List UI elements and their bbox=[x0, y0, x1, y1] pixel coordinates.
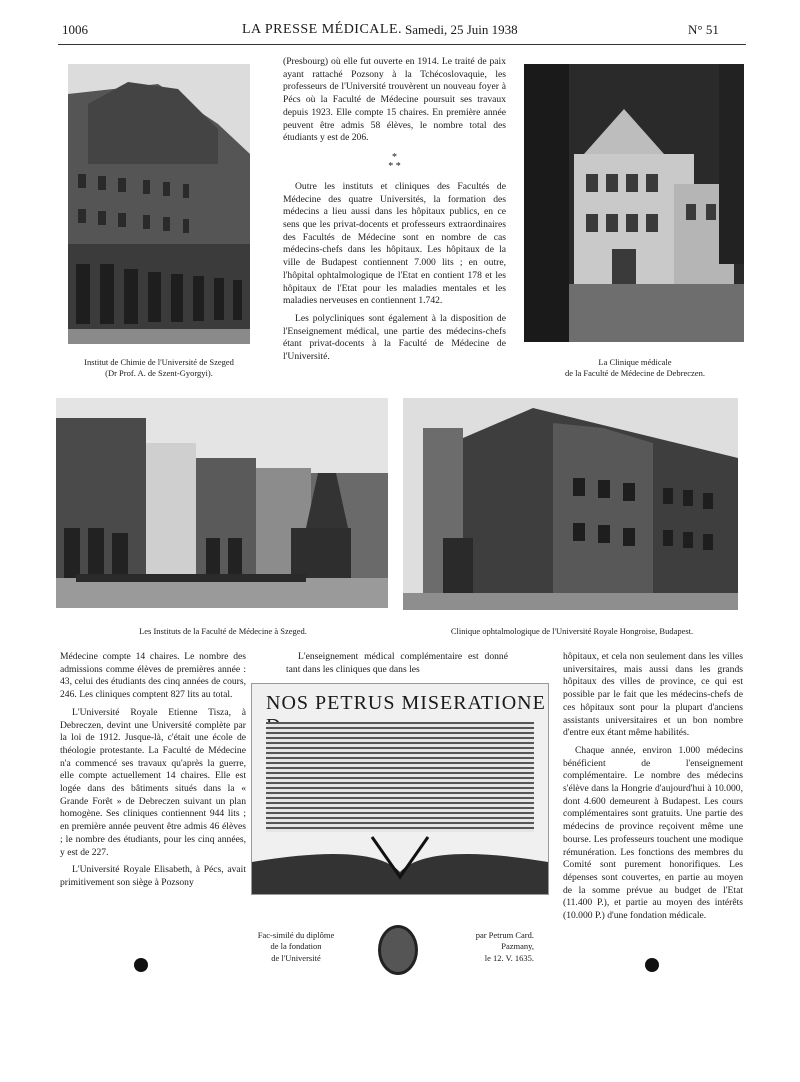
caption-debrecen-clinic bbox=[540, 357, 730, 380]
caption-line: Fac-similé du diplôme bbox=[257, 930, 335, 940]
caption-line: de la fondation bbox=[270, 941, 322, 952]
section-separator: * * * bbox=[388, 151, 401, 172]
bottom-left-column bbox=[60, 651, 246, 895]
paragraph: L'enseignement médical complémentaire est donné tant dans les cliniques que dans les bbox=[286, 651, 508, 675]
diploma-facsimile bbox=[251, 683, 549, 895]
photo-szeged-chemistry-institute bbox=[68, 64, 250, 344]
bottom-right-column bbox=[563, 651, 743, 928]
top-article-column bbox=[283, 56, 506, 369]
paragraph: Outre les instituts et cliniques des Facultés de Médecine des quatre Universités, la formation des médecins a lieu aussi dans les hôpitaux publics, en ce sens que les privat-docents et professeurs extraordinaires des Facultés de Médecine sont en nombre de cas médecins-chefs dans les hôpitaux. Les hôpitaux de la ville de Budapest contiennent 7.000 lits ; en outre, l'hôpital ophtalmologique de l'Etat en contient 178 et les hôpitaux de l'Etat pour les maladies mentales et les maladies nerveuses en contiennent 1.742. bbox=[283, 180, 506, 307]
seal-cord-graphic bbox=[252, 832, 548, 894]
caption-line: par Petrum Card. bbox=[475, 930, 534, 940]
paragraph: hôpitaux, et cela non seulement dans les villes universitaires, mais aussi dans les grands hôpitaux des villes de province, ce qui est possible par le fait que les médecins-chefs de ces hôpitaux sont pour la plupart d'anciens assistants universitaires et un bon nombre d'entre eux étant même habilités. bbox=[563, 651, 743, 739]
caption-line: Institut de Chimie de l'Université de Szeged bbox=[84, 357, 234, 367]
paragraph: (Presbourg) où elle fut ouverte en 1914. Le traité de paix ayant rattaché Pozsony à la Tchécoslovaquie, les professeurs de l'Université trouvèrent un nouveau foyer à Pécs où la Faculté de Médecine poursuit ses travaux depuis 1923. Elle compte 15 chaires. En première année peuvent être admis 58 élèves, le nombre total des étudiants y est de 206. bbox=[283, 56, 506, 144]
wax-seal bbox=[378, 925, 418, 975]
binder-hole-right bbox=[645, 958, 659, 972]
diploma-script-text bbox=[266, 722, 534, 832]
diploma-caption-right bbox=[434, 930, 534, 964]
caption-line: La Clinique médicale bbox=[598, 357, 672, 367]
journal-title: LA PRESSE MÉDICALE. bbox=[242, 22, 403, 37]
caption-budapest-eye-clinic: Clinique ophtalmologique de l'Université Royale Hongroise, Budapest. bbox=[450, 626, 694, 636]
header-rule bbox=[58, 44, 746, 45]
diploma-heading: NOS PETRUS MISERATIONE bbox=[266, 692, 546, 714]
paragraph: Les polycliniques sont également à la disposition de l'Enseignement médical, une partie des médecins-chefs étant privat-docents à la Faculté de Médecine de l'Université. bbox=[283, 312, 506, 363]
photo-debrecen-clinic bbox=[524, 64, 744, 342]
issue-date: Samedi, 25 Juin 1938 bbox=[405, 22, 518, 37]
caption-line: de l'Université bbox=[271, 952, 321, 963]
binder-hole-left bbox=[134, 958, 148, 972]
diploma-caption-left bbox=[250, 930, 342, 964]
caption-szeged-chemistry bbox=[60, 357, 258, 380]
caption-szeged-institutes: Les Instituts de la Faculté de Médecine à Szeged. bbox=[139, 626, 307, 636]
paragraph: Médecine compte 14 chaires. Le nombre des admissions comme élèves de premières année : 43, celui des étudiants des cinq années de cours, 246. Les cliniques comptent 827 lits au total. bbox=[60, 651, 246, 701]
caption-line: de la Faculté de Médecine de Debreczen. bbox=[565, 368, 705, 379]
page-number: 1006 bbox=[62, 22, 88, 37]
caption-line: Pazmany, bbox=[501, 941, 534, 952]
photo-budapest-eye-clinic bbox=[403, 398, 738, 610]
paragraph: L'Université Royale Etienne Tisza, à Debreczen, devint une Université complète par la loi de 1912. Jusque-là, c'était une école de théologie protestante. La Faculté de Médecine n'a commencé ses travaux qu'après la guerre, elle compte actuellement 14 chaires. Elle est logée dans des bâtiments situés dans la « Grande Forêt » de Debreczen suivant un plan homogène. Ses cliniques contiennent 944 lits ; en première année peuvent être admis 46 élèves ; le nombre des étudiants, pour les cinq années, y est de 227. bbox=[60, 706, 246, 858]
paragraph: L'Université Royale Elisabeth, à Pécs, avait primitivement son siège à Pozsony bbox=[60, 864, 246, 888]
photo-szeged-institutes bbox=[56, 398, 388, 608]
paragraph: Chaque année, environ 1.000 médecins bénéficient de l'enseignement complémentaire. Le nombre des médecins s'élève dans la Hongrie d'aujourd'hui à 10.000, dont 4.600 demeurent à Budapest. Les cours complémentaires sont gratuits. Une partie des médecins de province reçoivent même une bourse. Les professeurs touchent une modique rémunération. Les fonctions des membres du Comité sont purement honorifiques. Les dépenses sont couvertes, en partie au moyen de la somme prévue au budget de l'Etat (11.400 P.), et partie au moyen des intérêts (10.000 P.) d'une fondation médicale. bbox=[563, 744, 743, 922]
caption-line: le 12. V. 1635. bbox=[484, 952, 534, 963]
bottom-middle-column bbox=[286, 651, 508, 681]
issue-number: N° 51 bbox=[688, 22, 719, 37]
caption-line: (Dr Prof. A. de Szent-Gyorgyi). bbox=[105, 368, 213, 379]
